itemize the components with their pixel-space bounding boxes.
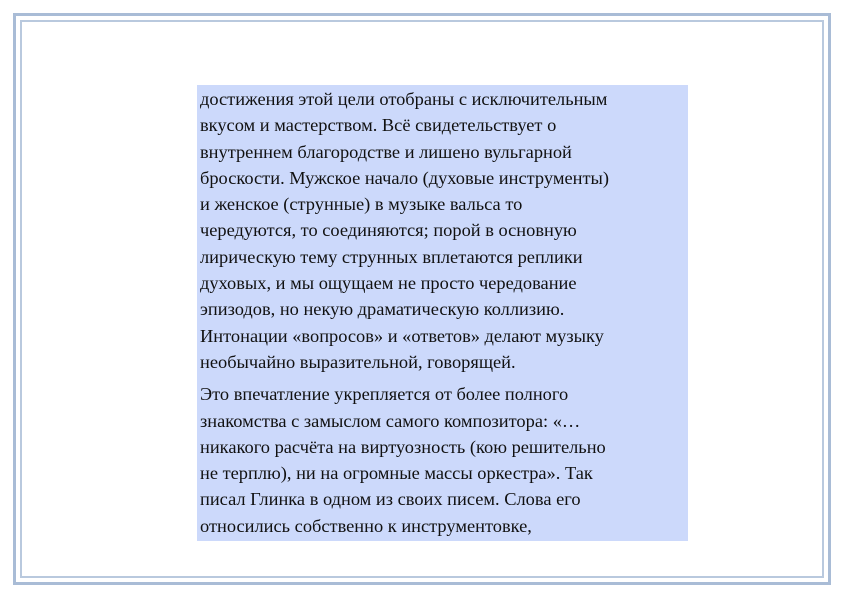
text-line: знакомства с замыслом самого композитора: «…: [200, 410, 581, 431]
text-line: и женское (струнные) в музыке вальса то: [200, 194, 523, 215]
text-line: относились собственно к инструментовке,: [200, 515, 532, 536]
text-line: внутреннем благородстве и лишено вульгарной: [200, 141, 572, 162]
text-line: никакого расчёта на виртуозность (кою решительно: [200, 436, 606, 457]
text-line: лирическую тему струнных вплетаются реплики: [200, 246, 583, 267]
text-line: Интонации «вопросов» и «ответов» делают музыку: [200, 325, 604, 346]
text-block: [197, 85, 688, 541]
text-line: необычайно выразительной, говорящей.: [200, 351, 516, 372]
text-line: эпизодов, но некую драматическую коллизию.: [200, 299, 565, 320]
text-line: достижения этой цели отобраны с исключительным: [200, 89, 608, 109]
text-line: не терплю), ни на огромные массы оркестра». Так: [200, 463, 593, 484]
paragraph-2: [200, 381, 686, 539]
text-line: Это впечатление укрепляется от более полного: [200, 384, 569, 405]
text-line: вкусом и мастерством. Всё свидетельствует о: [200, 115, 557, 136]
text-line: чередуются, то соединяются; порой в основную: [200, 220, 577, 241]
paragraph-1: [200, 86, 686, 375]
text-line: броскости. Мужское начало (духовые инструменты): [200, 167, 609, 188]
text-line: духовых, и мы ощущаем не просто чередование: [200, 273, 577, 294]
text-line: писал Глинка в одном из своих писем. Слова его: [200, 489, 581, 510]
